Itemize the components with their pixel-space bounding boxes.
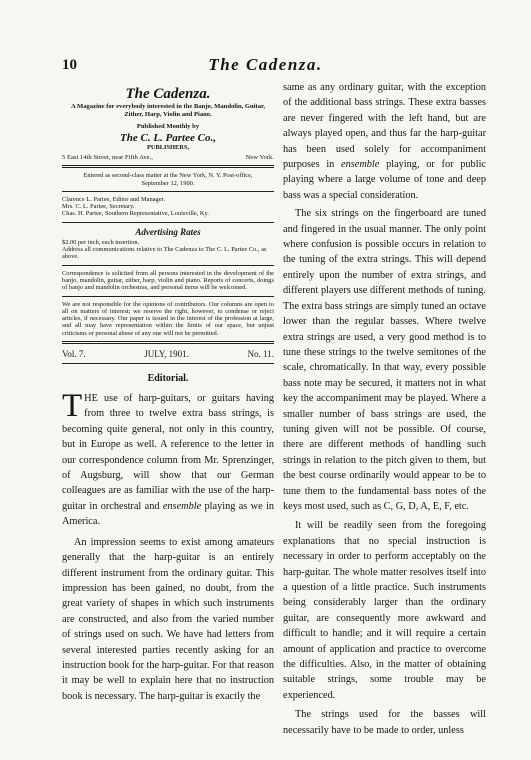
divider [62,363,274,364]
drop-cap: T [62,388,83,425]
paragraph: The six strings on the fingerboard are tuned and fingered in the usual manner. The only point where confusion is possible occurs in relation to the tuning of the extra strings. This will depend entirely upon the number of extra strings, and different players use different methods of tuning. The extra bass strings are simply tuned an octave lower than the regular basses. Where twelve extra strings are used, a very good method is to tune these strings to the twelve semitones of the scale, chromatically. In that way, every possible bass note may be secured, it matters not in what key the accompaniment may be played. Where a smaller number of bass strings are used, the tuning given will not be possible. Of course, there are different methods of handling such strings in relation to the pitch given to them, but the best course ordinarily would appear to be to tune them to the fundamental bass notes of the keys most used, such as C, G, D, A, E, F, etc. [283,208,486,512]
divider [62,222,274,223]
masthead-tagline: A Magazine for everybody interested in the Banjo, Mandolin, Guitar, Zither, Harp, Violin and Piano. [70,103,266,118]
paragraph: It will be readily seen from the foregoing explanations that no special instruction is necessary in order to perform acceptably on the harp-guitar. The whole matter resolves itself into a question of a little practice. Such instruments being considerably larger than the ordinary guitar, are consequently more awkward and difficult to handle; and it will require a certain amount of application and practice to overcome the difficulties. Also, in the matter of obtaining suitable strings, some trouble may be experienced. [283,520,486,701]
paragraph: THE use of harp-guitars, or guitars having from three to twelve extra bass strings, is becoming quite general, not only in this country, but in Europe as well. A reference to the letter in our correspondence column from Mr. Sprenzinger, of Augsburg, will show that our German colleagues are as familiar with the use of the harp-guitar in orchestral and ensemble playing as we in America. [62,388,274,528]
running-head: The Cadenza. [208,55,323,74]
volume-line [62,349,274,359]
left-column [62,84,274,704]
editorial-heading: Editorial. [147,373,189,385]
right-column [283,80,486,738]
page-number: 10 [62,57,77,73]
editorial-body-left [62,388,274,704]
publishers-label: PUBLISHERS, [146,144,190,151]
staff-line-secretary: Mrs. C. L. Partee, Secretary. [62,203,135,211]
entry-notice: Entered as second-class matter at the New York, N. Y. Post-office, September 12, 1900. [83,172,253,187]
advertising-address: Address all communications relative to The Cadenza to The C. L. Partee Co., as above. [62,246,267,261]
published-by: Published Monthly by [136,123,200,130]
issue-date: JULY, 1901. [144,349,189,360]
issue-number: No. 11. [247,349,274,360]
disclaimer: We are not responsible for the opinions of contributors. Our columns are open to all on matters of interest; we reserve the right, however, to condense or reject articles, if necessary. Our paper is issued in the interest of the profession at large, and all may have representation within the limits of our space, but unjust criticisms or personal abuse of any one will not be permitted. [62,300,274,337]
correspondence-notice: Correspondence is solicited from all persons interested in the development of the banjo, mandolin, guitar, zither, harp, violin and piano. Reports of concerts, doings of banjo and mandolin orchestras, and personal items will be welcomed. [62,269,274,292]
staff-line-editor: Clarence L. Partee, Editor and Manager. [62,195,165,203]
masthead-title: The Cadenza. [125,86,211,102]
divider [62,296,274,297]
advertising-title: Advertising Rates [135,226,201,237]
editorial-body-right [283,80,486,738]
divider [62,165,274,168]
address-line [62,154,274,161]
paragraph: An impression seems to exist among amateurs generally that the harp-guitar is an entirely different instrument from the ordinary guitar. This impression has been gained, no doubt, from the great variety of shapes in which such instruments are constructed, and also from the varied number of strings used on such. We have had letters from several interested parties recently asking for an instruction book for the harp-guitar. For that reason it may be well to explain here that no instruction book is necessary. The harp-guitar is exactly the [62,536,274,702]
advertising-rate: $2.00 per inch, each insertion. [62,238,140,246]
divider [62,191,274,192]
paragraph-continued: same as any ordinary guitar, with the exception of the additional bass strings. These extra basses are never fingered with the left hand, but are always played open, and thus far the harp-guitar has been used solely for accompaniment purposes in ensemble playing, or for public playing where a large volume of tone and deep bass was a special consideration. [283,82,486,201]
divider [62,341,274,344]
paragraph: The strings used for the basses will necessarily have to be made to order, unless [283,709,486,736]
volume: Vol. 7. [62,349,86,360]
street-address: 5 East 14th Street, near Fifth Ave., [62,154,153,162]
divider [62,265,274,266]
staff-line-representative: Chas. H. Partee, Southern Representative, Louisville, Ky. [62,210,209,218]
publisher-name: The C. L. Partee Co., [120,132,216,144]
city: New York. [245,154,274,162]
